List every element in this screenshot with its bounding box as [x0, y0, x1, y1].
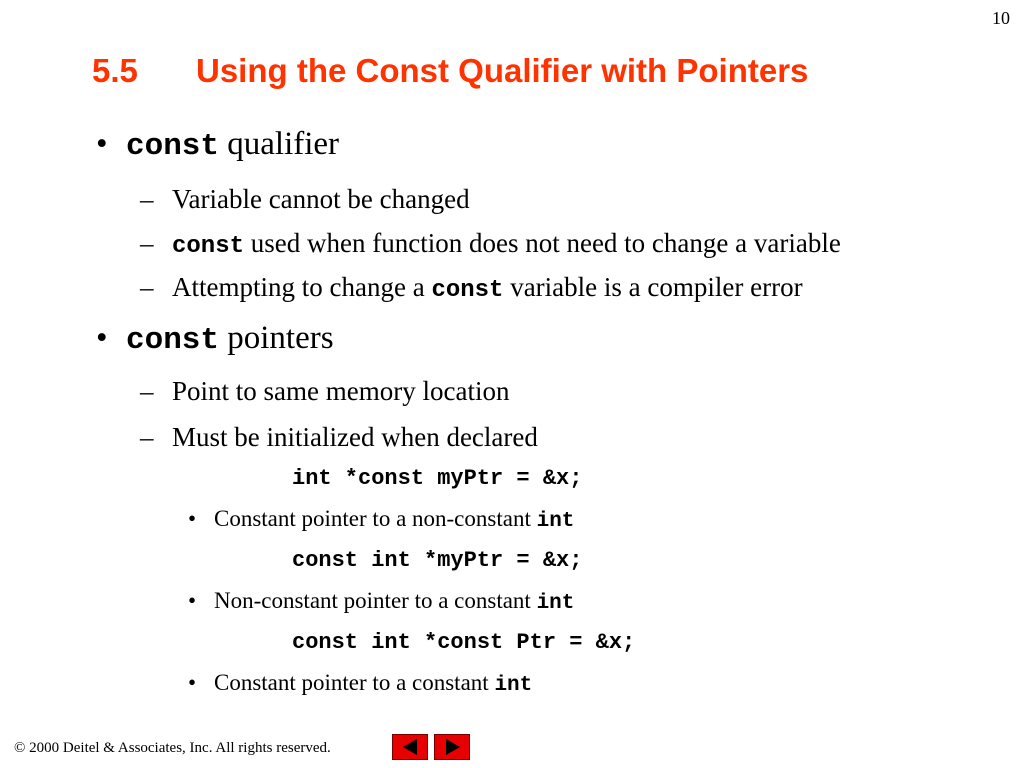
bullet-code: const [126, 129, 220, 164]
bullet-code: const [126, 323, 220, 358]
code-example: int *const myPtr = &x; [292, 466, 583, 491]
description-text: Constant pointer to a non-constant [214, 506, 531, 531]
bullet-mark: • [188, 506, 197, 531]
slide-title [92, 52, 808, 90]
right-arrow-icon [446, 739, 460, 755]
dash-mark: – [140, 422, 154, 452]
sub-item-code: const [172, 233, 245, 260]
bullet-mark: • [96, 320, 108, 356]
example-description [188, 588, 574, 615]
example-description [188, 506, 574, 533]
bullet-mark: • [188, 670, 197, 695]
copyright-symbol: © [14, 740, 26, 756]
sub-item-text: Must be initialized when declared [172, 422, 538, 452]
code-example: const int *myPtr = &x; [292, 548, 583, 573]
sub-item [140, 376, 509, 407]
sub-item-text: Variable cannot be changed [172, 184, 470, 214]
next-slide-button[interactable] [434, 734, 470, 760]
sub-item [140, 184, 470, 215]
description-type: int [536, 510, 575, 533]
description-text: Constant pointer to a constant [214, 670, 489, 695]
dash-mark: – [140, 228, 154, 258]
bullet-mark: • [188, 588, 197, 613]
dash-mark: – [140, 184, 154, 214]
sub-item [140, 272, 803, 304]
sub-item [140, 228, 841, 260]
sub-item [140, 422, 538, 453]
sub-item-text: variable is a compiler error [510, 272, 803, 302]
sub-item-text: Point to same memory location [172, 376, 510, 406]
copyright-footer [14, 740, 331, 757]
slide-number: 10 [992, 8, 1010, 28]
title-text: Using the Const Qualifier with Pointers [196, 52, 809, 89]
example-description [188, 670, 532, 697]
bullet-text: qualifier [227, 126, 340, 162]
description-text: Non-constant pointer to a constant [214, 588, 531, 613]
dash-mark: – [140, 272, 154, 302]
description-type: int [494, 674, 533, 697]
previous-slide-button[interactable] [392, 734, 428, 760]
code-example: const int *const Ptr = &x; [292, 630, 636, 655]
copyright-text: 2000 Deitel & Associates, Inc. All rights reserved. [29, 740, 331, 756]
bullet-const-pointers [96, 320, 334, 358]
bullet-mark: • [96, 126, 108, 162]
description-type: int [536, 592, 575, 615]
left-arrow-icon [403, 739, 417, 755]
sub-item-code: const [431, 277, 504, 304]
section-number: 5.5 [92, 52, 138, 89]
bullet-text: pointers [227, 320, 334, 356]
sub-item-text: Attempting to change a [172, 272, 425, 302]
bullet-const-qualifier [96, 126, 339, 164]
sub-item-text: used when function does not need to change a variable [250, 228, 841, 258]
dash-mark: – [140, 376, 154, 406]
